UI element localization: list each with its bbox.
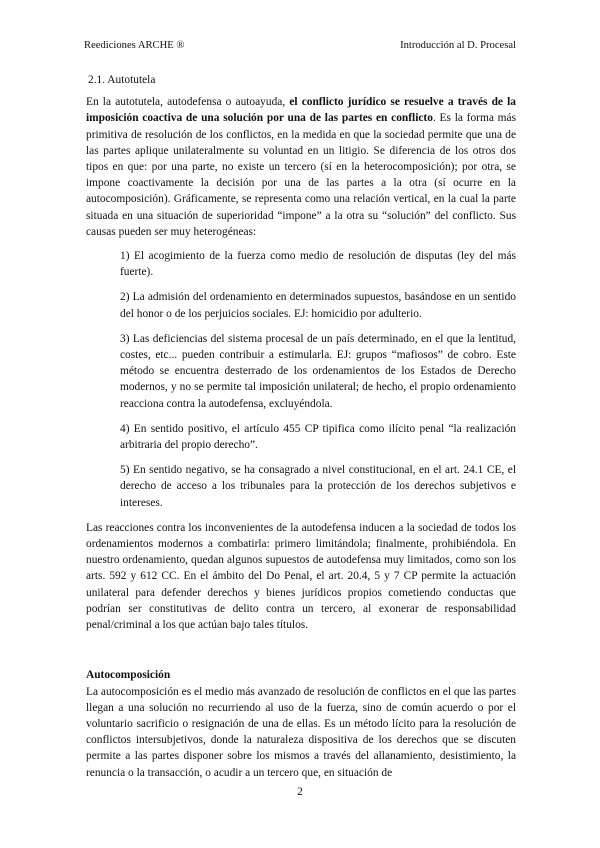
causes-list [120,248,516,511]
section-heading: 2.1. Autotutela [88,74,156,86]
header-left: Reediciones ARCHE ® [84,40,185,51]
intro-bold-definition: el conflicto jurídico se resuelve a través de la imposición coactiva de una solución por una de las partes en conflicto [86,96,516,125]
cause-item: 1) El acogimiento de la fuerza como medio de resolución de disputas (ley del más fuerte). [120,250,516,279]
autocomposicion-paragraph: La autocomposición es el medio más avanzado de resolución de conflictos en el que las partes llegan a una solución no recurriendo al uso de la fuerza, sino de común acuerdo o por el voluntario sacrificio o resignación de una de ellas. Es un método lícito para la resolución de conflictos intersubjetivos, donde la naturaleza dispositiva de los derechos que se discuten permite a las partes disponer sobre los mismos a través del allanamiento, desistimiento, la renuncia o la transacción, o acudir a un tercero que, en situación de [86,685,516,779]
intro-text-start: En la autotutela, autodefensa o autoayuda, [86,96,290,109]
intro-paragraph [86,94,516,240]
cause-item: 4) En sentido positivo, el artículo 455 CP tipifica como ilícito penal “la realización arbitraria del propio derecho”. [120,422,516,452]
cause-item: 2) La admisión del ordenamiento en determinados supuestos, basándose en un sentido del honor o de los perjuicios sociales. EJ: homicidio por adulterio. [120,291,516,320]
intro-text-rest: . Es la forma más primitiva de resolución de los conflictos, en la medida en que la sociedad permite que una de las partes aplique unilateralmente su voluntad en un litigio. Se diferencia de los otros dos tipos en que: por una parte, no existe un tercero (sí en la heterocomposición); por otra, se impone coactivamente la decisión por una de las partes a la otra (sí ocurre en la autocomposición). Gráficamente, se representa como una relación vertical, en la cual la parte situada en una situación de superioridad “impone” a la otra su “solución” del conflicto. Sus causas pueden ser muy heterogéneas: [86,112,517,238]
cause-item: 5) En sentido negativo, se ha consagrado a nivel constitucional, en el art. 24.1 CE, el derecho de acceso a los tribunales para la protección de los derechos subjetivos e intereses. [120,464,516,509]
page-header [84,40,516,51]
page-number: 2 [297,786,303,798]
cause-item: 3) Las deficiencias del sistema procesal de un país determinado, en el que la lentitud, costes, etc... pueden contribuir a estimularla. EJ: grupos “mafiosos” de cobro. Este método se encuentra desterrado de los ordenamientos de los Estados de Derecho modernos, y no se permite tal imposición unilateral; de hecho, el propio ordenamiento reacciona contra la autodefensa, excluyéndola. [120,332,516,410]
reactions-paragraph: Las reacciones contra los inconvenientes de la autodefensa inducen a la sociedad de todos los ordenamientos modernos a combatirla: primero limitándola; finalmente, prohibiéndola. En nuestro ordenamiento, quedan algunos supuestos de autodefensa muy limitados, como son los arts. 592 y 612 CC. En el ámbito del Do Penal, el art. 20.4, 5 y 7 CP permite la actuación unilateral para defender derechos y bienes jurídicos propios cometiendo conductas que podrían ser constitutivas de delito contra un tercero, al exonerar de responsabilidad penal/criminal a los que actúan bajo tales títulos. [86,521,516,632]
page-content [86,72,516,781]
header-right: Introducción al D. Procesal [400,40,516,51]
autocomposicion-heading: Autocomposición [86,669,171,682]
